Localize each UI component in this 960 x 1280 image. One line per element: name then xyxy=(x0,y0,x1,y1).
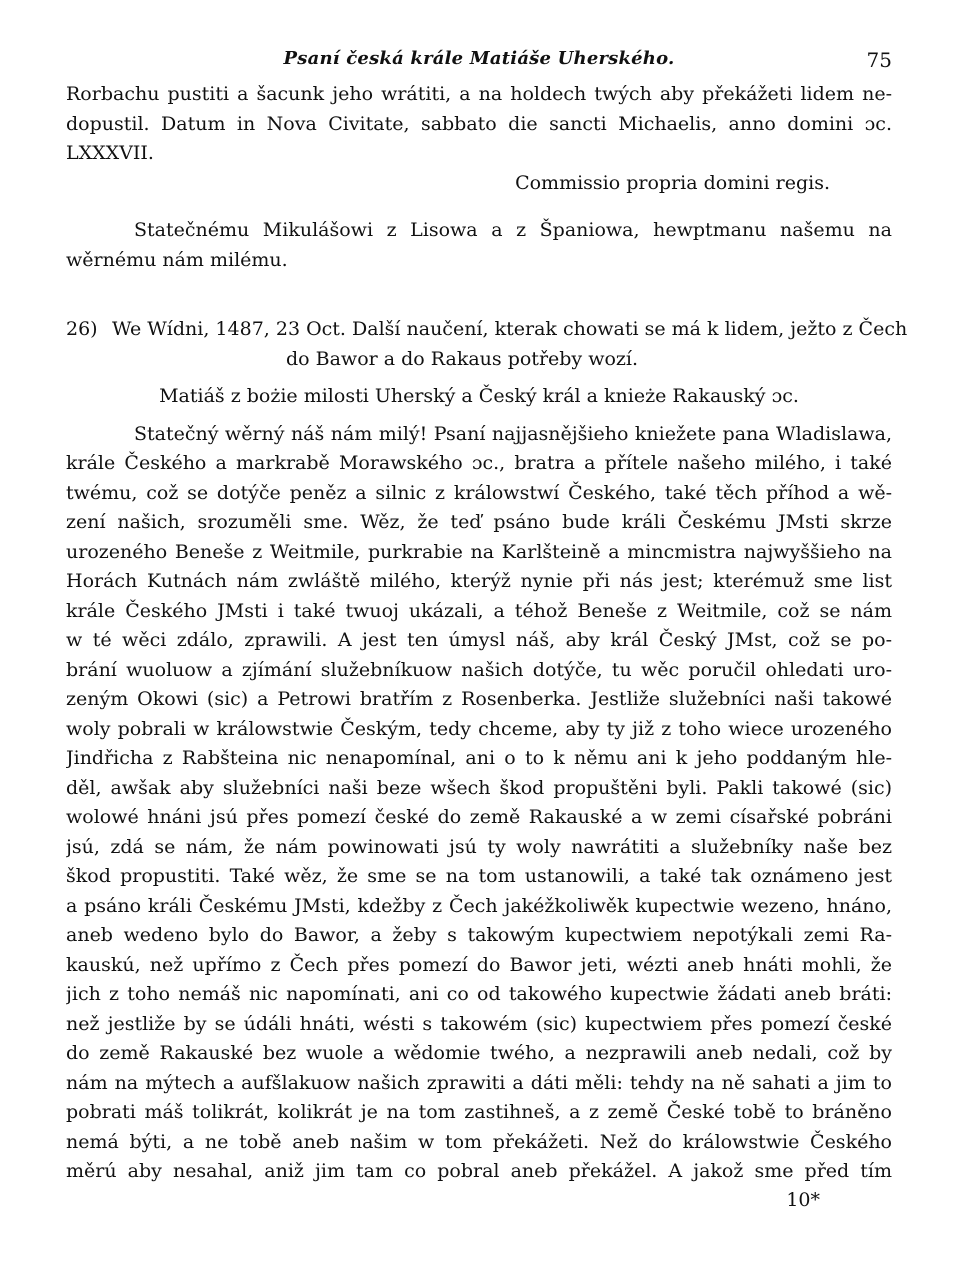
body-line: w té wěci zdálo, zprawili. A jest ten úmysl náš, aby král Český JMst, což se po- xyxy=(66,629,892,651)
body-line: do země Rakauské bez wuole a wědomie twého, a nezprawili aneb nedali, což by xyxy=(66,1042,892,1064)
intitulatio: Matiáš z bożie milosti Uherský a Český král a knieże Rakauský ɔc. xyxy=(159,385,799,407)
text-line: LXXXVII. xyxy=(66,142,154,164)
address-line: Statečnému Mikulášowi z Lisowa a z Španiowa, hewptmanu našemu na xyxy=(134,219,892,241)
previous-letter xyxy=(66,80,892,275)
body-line: wolowé hnáni jsú přes pomezí české do země Rakauské a w zemi císařské pobráni xyxy=(66,806,892,828)
body-line: jich z toho nemáš nic napomínati, ani co od takowého kupectwie žádati aneb bráti: xyxy=(66,983,892,1005)
regest-line: We Wídni, 1487, 23 Oct. Další naučení, kterak chowati se má k lidem, ježto z Čech xyxy=(112,318,908,340)
body-line: woly pobrali w králowstwie Českým, tedy chceme, aby ty již z toho wiece urozeného xyxy=(66,717,892,740)
regest xyxy=(66,315,908,374)
body-line: brání wuoluow a zjímání služebníkuow našich dotýče, tu wěc poručil ohledati uro- xyxy=(66,658,892,681)
page-number: 75 xyxy=(866,48,892,72)
body-line: pobrati máš tolikrát, kolikrát je na tom zastihneš, a z země České tobě to bráněno xyxy=(66,1101,892,1123)
body-line: nám na mýtech a aufšlakuow našich zprawiti a dáti měli: tehdy na ně sahati a jim to xyxy=(66,1071,892,1094)
address-line: wěrnému nám milému. xyxy=(66,248,288,271)
body-line: a psáno králi Českému JMsti, kdežby z Čech jakéžkoliwěk kupectwie wezeno, hnáno, xyxy=(66,894,892,917)
body-line: zení našich, srozuměli sme. Wěz, že teď psáno bude králi Českému JMsti skrze xyxy=(66,511,892,533)
body-line: škod propustiti. Také wěz, že sme se na tom ustanowili, a také tak oznámeno jest xyxy=(66,865,892,887)
regest-line: do Bawor a do Rakaus potřeby wozí. xyxy=(286,347,639,370)
signature-mark: 10* xyxy=(786,1188,820,1211)
body-line: krále Českého JMsti i také twuoj ukázali, a téhož Beneše z Weitmile, což se nám xyxy=(66,599,892,622)
body-line: měrú aby nesahal, aniž jim tam co pobral aneb překážel. A jakož sme před tím xyxy=(66,1160,892,1182)
document-page xyxy=(66,44,908,1213)
letter-number: 26) xyxy=(66,318,98,340)
running-title: Psaní česká krále Matiáše Uherského. xyxy=(283,48,675,69)
body-line: Statečný wěrný náš nám milý! Psaní najjasnějšieho kniežete pana Wladislawa, xyxy=(134,422,892,445)
body-line: než jestliže by se údáli hnáti, wésti s takowém (sic) kupectwiem přes pomezí české xyxy=(66,1012,892,1035)
body-line: aneb wedeno bylo do Bawor, a žeby s takowým kupectwiem nepotýkali zemi Ra- xyxy=(66,924,892,946)
body-line: krále Českého a markrabě Morawského ɔc., bratra a přítele našeho milého, i také xyxy=(66,452,892,474)
body-line: jsú, zdá se nám, že nám powinowati jsú ty woly nawrátiti a služebníky naše bez xyxy=(66,835,892,858)
body-line: urozeného Beneše z Weitmile, purkrabie na Karlšteině a mincmistra najwyššieho na xyxy=(66,540,892,563)
body-line: zeným Okowi (sic) a Petrowi bratřím z Rosenberka. Jestliže služebníci naši takowé xyxy=(66,688,892,710)
commission-signature: Commissio propria domini regis. xyxy=(515,171,830,194)
body-line: děl, awšak aby služebníci naši beze wšech škod propuštěni byli. Pakli takowé (sic) xyxy=(66,776,892,799)
body-line: twému, což se dotýče peněz a silnic z králowstwí Českého, také těch příhod a wě- xyxy=(66,481,892,504)
letter-body xyxy=(66,420,892,1187)
body-line: nemá býti, a ne tobě aneb našim w tom překážeti. Než do králowstwie Českého xyxy=(66,1130,892,1153)
text-line: Rorbachu pustiti a šacunk jeho wrátiti, a na holdech twých aby překážeti lidem ne- xyxy=(66,83,892,105)
page-header xyxy=(66,44,892,80)
text-line: dopustil. Datum in Nova Civitate, sabbato die sancti Michaelis, anno domini ɔc. xyxy=(66,112,892,135)
body-line: Jindřicha z Rabšteina nic nenapomínal, ani o to k němu ani k jeho poddaným hle- xyxy=(66,747,892,769)
body-line: Horách Kutnách nám zwláště milého, kterýž nynie při nás jest; kterémuž sme list xyxy=(66,570,892,592)
body-line: kauskú, než upřímo z Čech přes pomezí do Bawor jeti, wézti aneb hnáti mohli, že xyxy=(66,953,892,976)
